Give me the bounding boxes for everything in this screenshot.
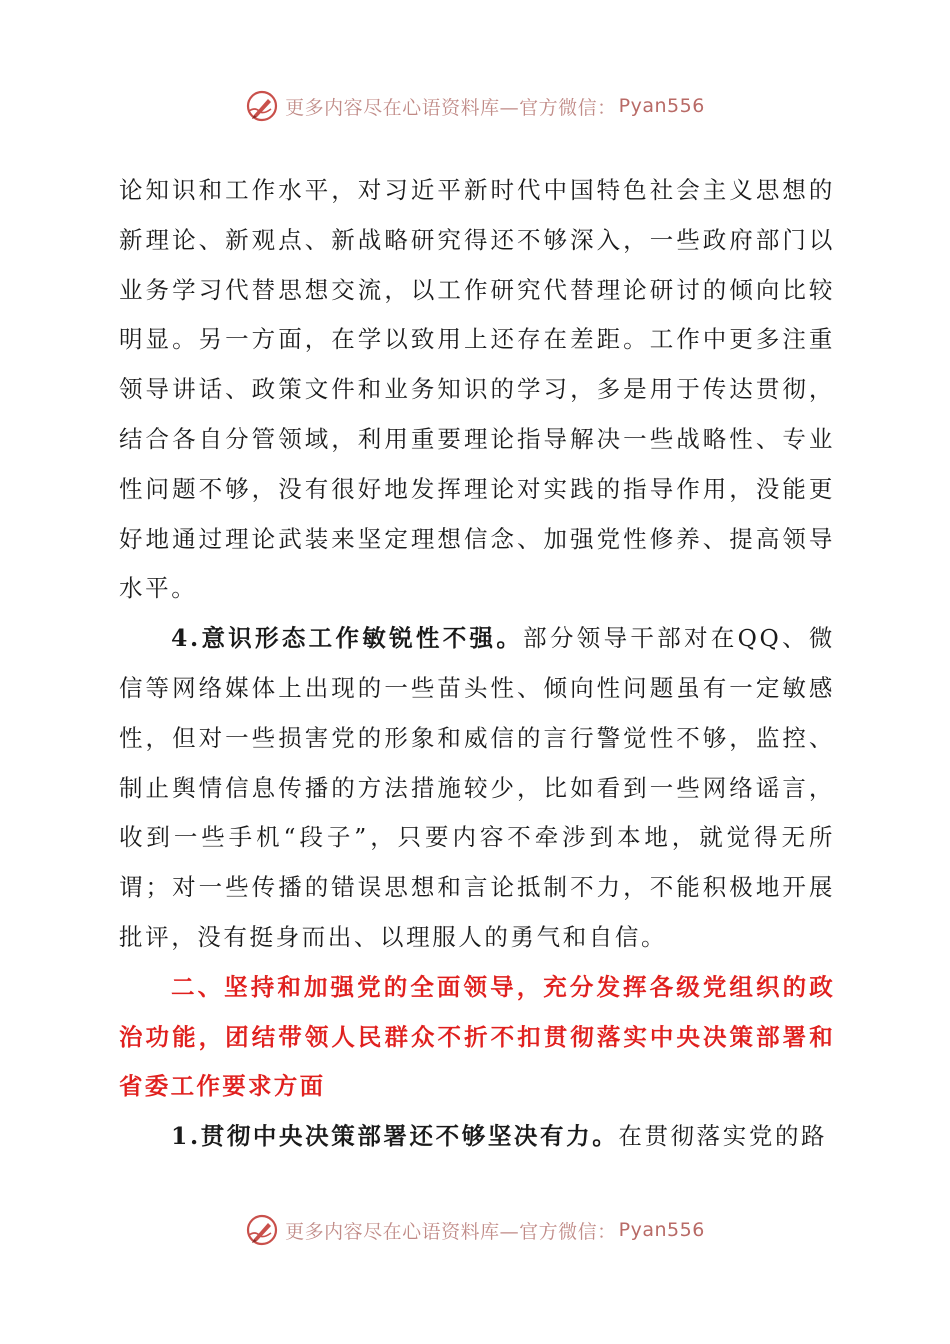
- pen-logo-icon: [245, 1213, 279, 1247]
- watermark-id: Pyan556: [618, 1219, 705, 1241]
- watermark-text: 更多内容尽在心语资料库—官方微信：: [285, 1220, 617, 1243]
- watermark-header: [0, 86, 950, 126]
- paragraph-item-1: [119, 1112, 835, 1162]
- watermark-text: 更多内容尽在心语资料库—官方微信：: [285, 96, 617, 119]
- paragraph-continued: 论知识和工作水平，对习近平新时代中国特色社会主义思想的新理论、新观点、新战略研究得还不够深入，一些政府部门以业务学习代替思想交流，以工作研究代替理论研讨的倾向比较明显。另一方面，在学以致用上还存在差距。工作中更多注重领导讲话、政策文件和业务知识的学习，多是用于传达贯彻，结合各自分管领域，利用重要理论指导解决一些战略性、专业性问题不够，没有很好地发挥理论对实践的指导作用，没能更好地通过理论武装来坚定理想信念、加强党性修养、提高领导水平。: [119, 176, 835, 603]
- item-1-title: 1.贯彻中央决策部署还不够坚决有力。: [171, 1122, 619, 1151]
- watermark-id: Pyan556: [618, 95, 705, 117]
- section-2-heading: 二、坚持和加强党的全面领导，充分发挥各级党组织的政治功能，团结带领人民群众不折不扣贯彻落实中央决策部署和省委工作要求方面: [119, 972, 835, 1101]
- item-4-title: 4.意识形态工作敏锐性不强。: [171, 624, 524, 653]
- pen-logo-icon: [245, 89, 279, 123]
- item-1-text: 在贯彻落实党的路: [618, 1122, 828, 1151]
- item-4-text: 部分领导干部对在QQ、微信等网络媒体上出现的一些苗头性、倾向性问题虽有一定敏感性，但对一些损害党的形象和威信的言行警觉性不够，监控、制止舆情信息传播的方法措施较少，比如看到一些网络谣言，收到一些手机“段子”，只要内容不牵涉到本地，就觉得无所谓；对一些传播的错误思想和言论抵制不力，不能积极地开展批评，没有挺身而出、以理服人的勇气和自信。: [119, 624, 836, 951]
- watermark-footer: [0, 1210, 950, 1250]
- document-body: [119, 166, 835, 1162]
- paragraph-item-4: [119, 614, 835, 963]
